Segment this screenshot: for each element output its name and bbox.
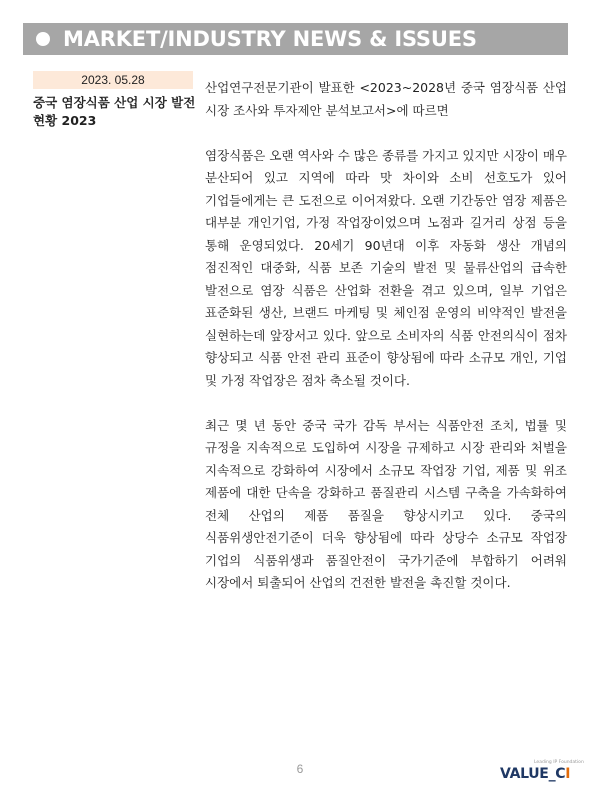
section-header-bar	[23, 23, 568, 55]
article-title: 중국 염장식품 산업 시장 발전현황 2023	[33, 95, 196, 128]
logo-wordmark-main: VALUE_C	[500, 766, 566, 782]
logo-wordmark	[500, 766, 570, 782]
page-number: 6	[296, 762, 304, 776]
section-title: MARKET/INDUSTRY NEWS & ISSUES	[63, 27, 477, 51]
body-paragraph-intro: 산업연구전문기관이 발표한 <2023~2028년 중국 염장식품 산업 시장 조사와 투자제안 분석보고서>에 따르면	[205, 80, 567, 118]
body-paragraph: 염장식품은 오랜 역사와 수 많은 종류를 가지고 있지만 시장이 매우 분산되어 있고 지역에 따라 맛 차이와 소비 선호도가 있어 기업들에게는 큰 도전으로 이어져왔다. 오랜 기간동안 염장 제품은 대부분 개인기업, 가정 작업장이었으며 노점과 길거리 상점 등을 통해 운영되었다. 20세기 90년대 이후 자동화 생산 개념의 점진적인 대중화, 식품 보존 기술의 발전 및 물류산업의 급속한 발전으로 염장 식품은 산업화 전환을 겪고 있으며, 일부 기업은 표준화된 생산, 브랜드 마케팅 및 체인점 운영의 비약적인 발전을 실현하는데 앞장서고 있다. 앞으로 소비자의 식품 안전의식이 점차 향상되고 식품 안전 관리 표준이 향상됨에 따라 소규모 개인, 기업 및 가정 작업장은 점차 축소될 것이다.	[205, 147, 567, 388]
bullet-circle-icon	[36, 32, 50, 46]
article-body	[205, 77, 567, 595]
article-date: 2023. 05.28	[33, 71, 193, 89]
logo-tagline: Leading IP Foundation	[534, 760, 584, 765]
value-ci-logo	[500, 760, 584, 784]
logo-wordmark-accent: I	[565, 766, 571, 782]
body-paragraph: 최근 몇 년 동안 중국 국가 감독 부서는 식품안전 조치, 법률 및 규정을 지속적으로 도입하여 시장을 규제하고 시장 관리와 처벌을 지속적으로 강화하여 시장에서 소규모 작업장 기업, 제품 및 위조 제품에 대한 단속을 강화하고 품질관리 시스템 구축을 가속화하여 전체 산업의 제품 품질을 향상시키고 있다. 중국의 식품위생안전기준이 더욱 향상됨에 따라 상당수 소규모 작업장 기업의 식품위생과 품질안전이 국가기준에 부합하기 어려워 시장에서 퇴출되어 산업의 건전한 발전을 촉진할 것이다.	[205, 417, 567, 590]
